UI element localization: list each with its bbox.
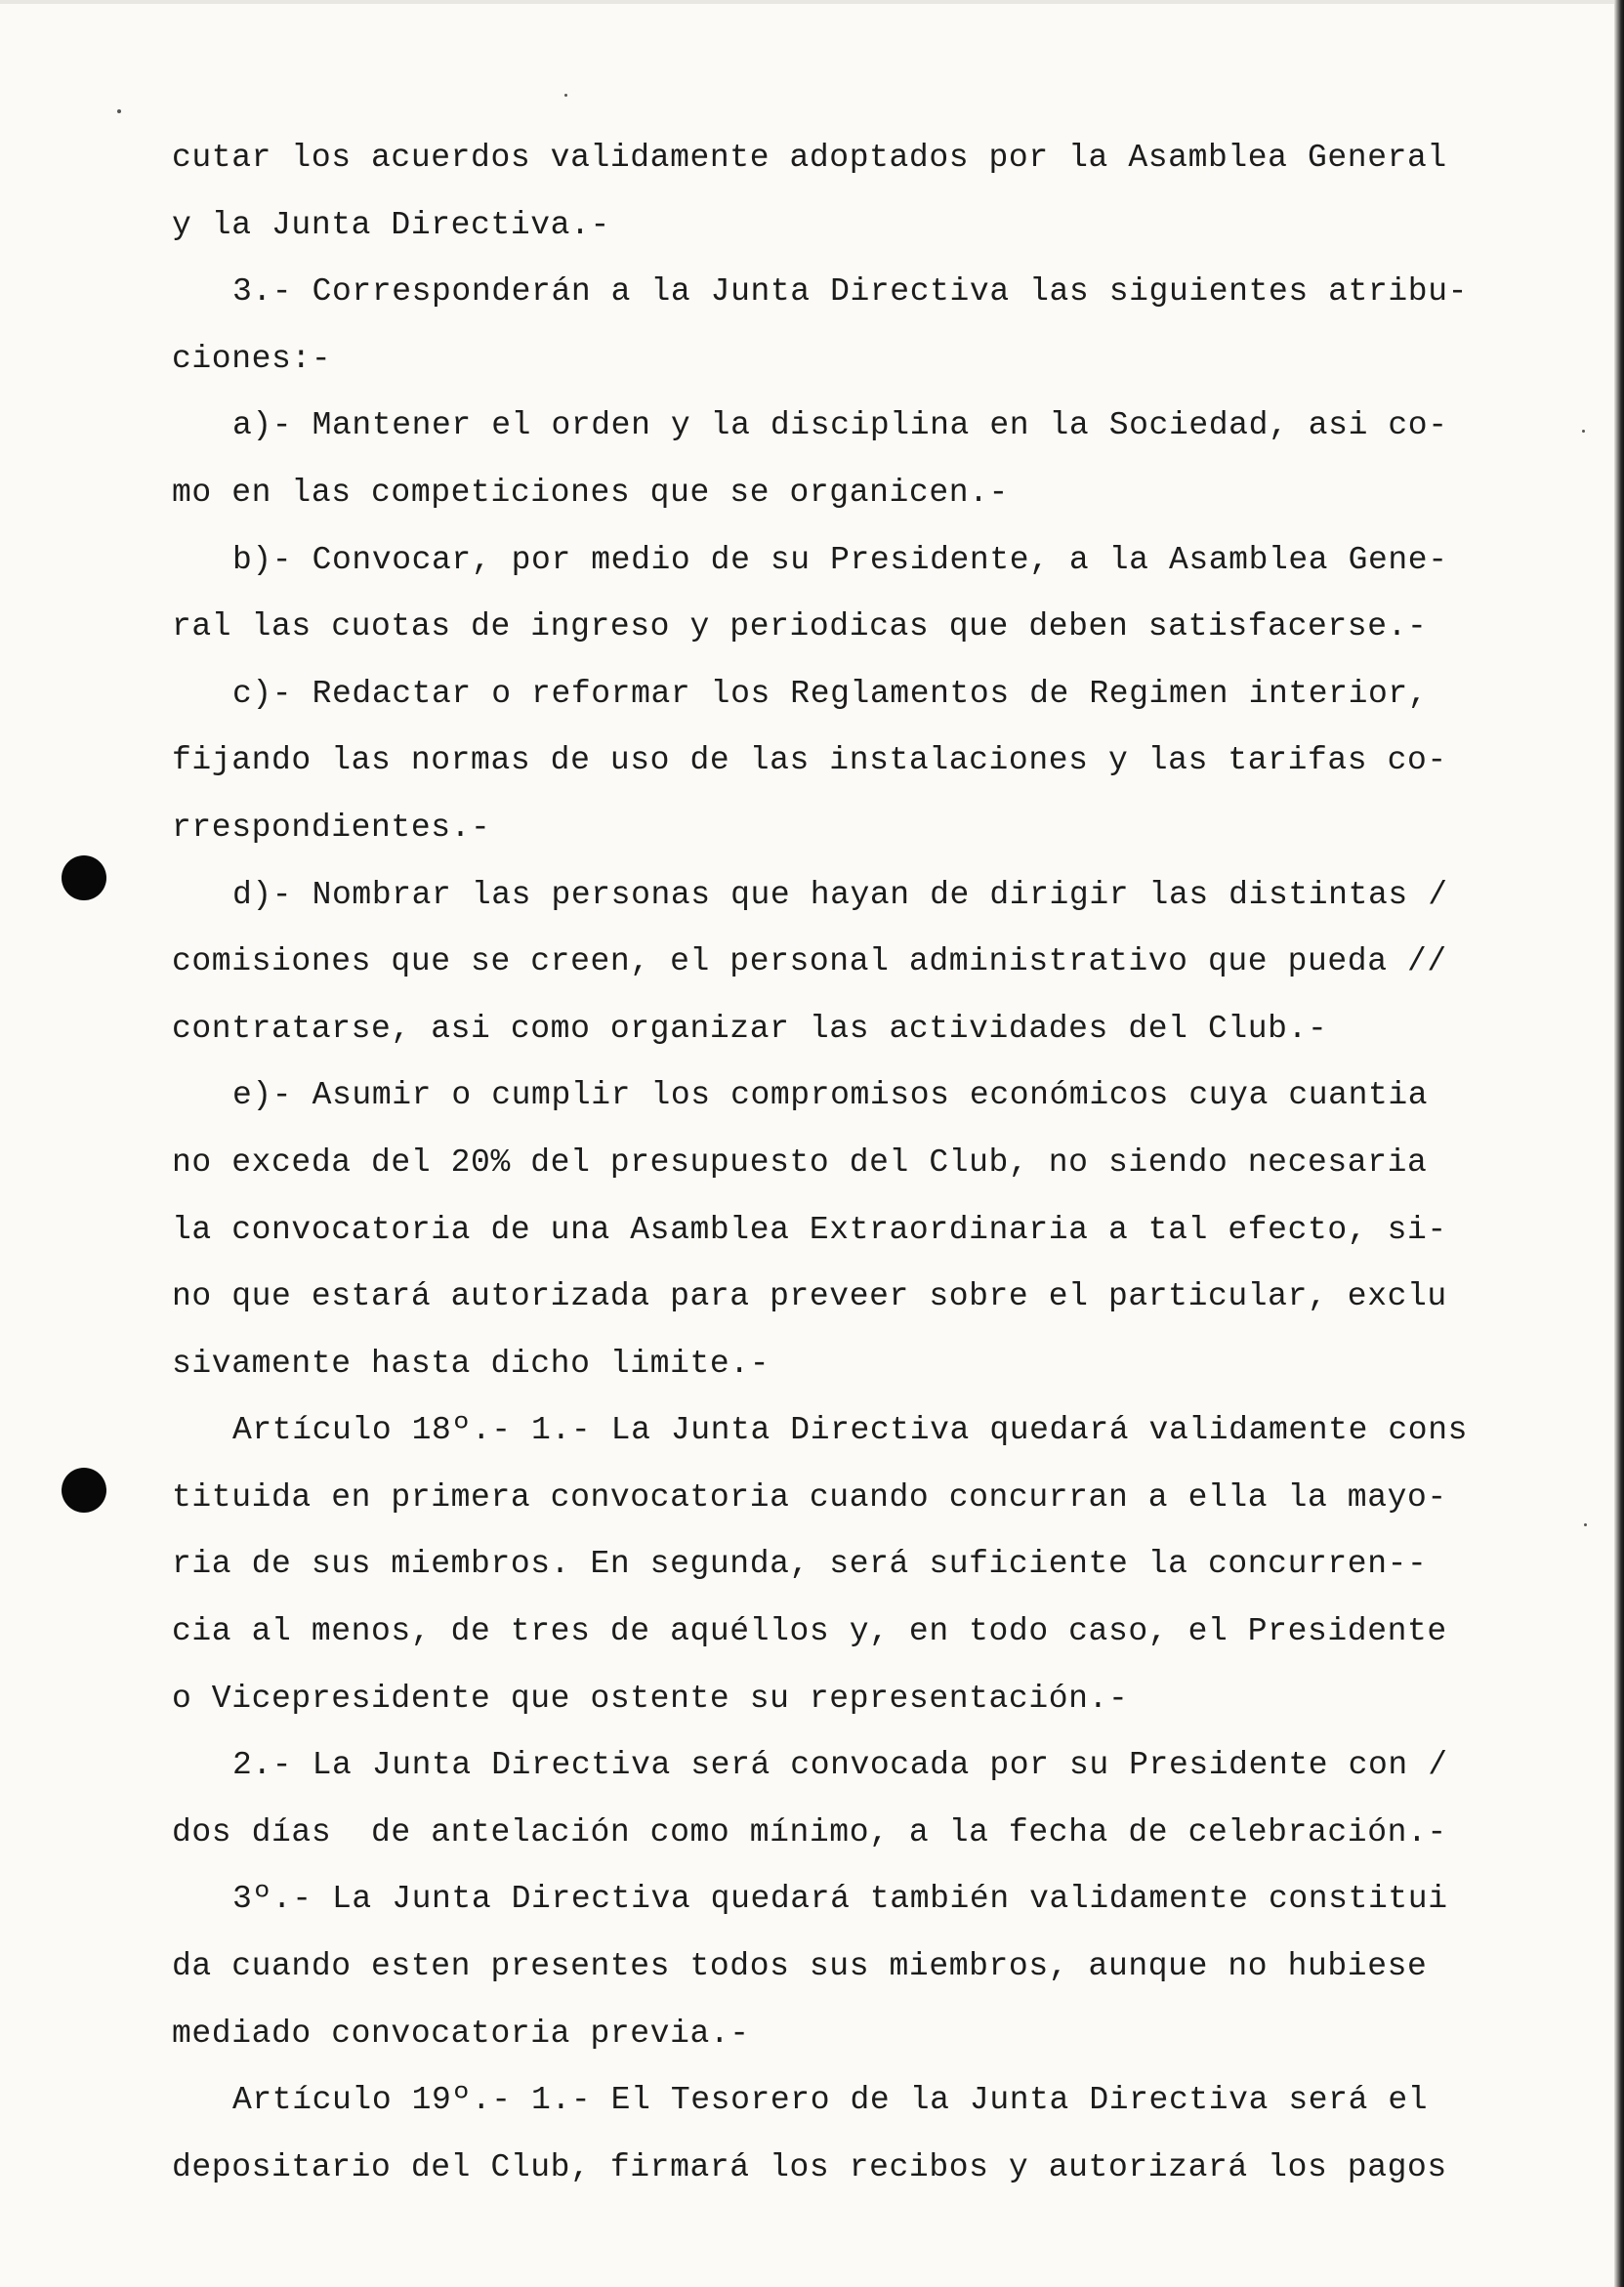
text-line: cia al menos, de tres de aquéllos y, en todo caso, el Presidente xyxy=(172,1613,1447,1650)
text-line: mediado convocatoria previa.- xyxy=(172,2015,750,2052)
text-line: e)- Asumir o cumplir los compromisos económicos cuya cuantia xyxy=(232,1077,1429,1114)
text-line: sivamente hasta dicho limite.- xyxy=(172,1345,770,1382)
text-line: a)- Mantener el orden y la disciplina en la Sociedad, asi co- xyxy=(232,407,1448,444)
text-line: ciones:- xyxy=(172,340,332,377)
text-line: da cuando esten presentes todos sus miembros, aunque no hubiese xyxy=(172,1948,1428,1985)
text-line: 3.- Corresponderán a la Junta Directiva las siguientes atribu- xyxy=(232,273,1468,311)
scan-speck xyxy=(1582,430,1585,433)
text-line: no exceda del 20% del presupuesto del Club, no siendo necesaria xyxy=(172,1144,1428,1181)
text-line: ral las cuotas de ingreso y periodicas que deben satisfacerse.- xyxy=(172,608,1428,645)
text-line: ria de sus miembros. En segunda, será suficiente la concurren-- xyxy=(172,1546,1428,1583)
text-line: depositario del Club, firmará los recibos y autorizará los pagos xyxy=(172,2148,1447,2185)
text-line: 3º.- La Junta Directiva quedará también validamente constitui xyxy=(232,1881,1448,1918)
text-line: la convocatoria de una Asamblea Extraordinaria a tal efecto, si- xyxy=(172,1211,1447,1248)
scan-speck xyxy=(1584,1523,1587,1526)
scan-speck xyxy=(564,94,567,97)
text-line: 2.- La Junta Directiva será convocada por su Presidente con / xyxy=(232,1747,1448,1784)
text-line: contratarse, asi como organizar las actividades del Club.- xyxy=(172,1010,1328,1047)
text-line: d)- Nombrar las personas que hayan de dirigir las distintas / xyxy=(232,876,1448,913)
text-line: comisiones que se creen, el personal administrativo que pueda // xyxy=(172,943,1447,980)
scan-speck xyxy=(117,109,121,113)
text-line: o Vicepresidente que ostente su representación.- xyxy=(172,1680,1129,1717)
typewritten-text-body xyxy=(172,125,1520,2201)
text-line: mo en las competiciones que se organicen.- xyxy=(172,474,1009,511)
text-line: y la Junta Directiva.- xyxy=(172,206,610,243)
text-line: Artículo 18º.- 1.- La Junta Directiva quedará validamente cons xyxy=(232,1412,1468,1449)
text-line: b)- Convocar, por medio de su Presidente, a la Asamblea Gene- xyxy=(232,541,1448,578)
text-line: cutar los acuerdos validamente adoptados por la Asamblea General xyxy=(172,140,1447,176)
text-line: rrespondientes.- xyxy=(172,809,491,846)
text-line: Artículo 19º.- 1.- El Tesorero de la Junta Directiva será el xyxy=(232,2082,1429,2119)
text-line: c)- Redactar o reformar los Reglamentos de Regimen interior, xyxy=(232,675,1429,712)
punch-hole-bottom xyxy=(62,1468,106,1513)
page-top-edge xyxy=(0,0,1624,4)
text-line: dos días de antelación como mínimo, a la fecha de celebración.- xyxy=(172,1813,1447,1850)
punch-hole-top xyxy=(62,855,106,900)
text-line: tituida en primera convocatoria cuando concurran a ella la mayo- xyxy=(172,1478,1447,1516)
text-line: no que estará autorizada para preveer sobre el particular, exclu xyxy=(172,1278,1447,1315)
page-right-edge-shadow xyxy=(1614,0,1624,2287)
text-line: fijando las normas de uso de las instalaciones y las tarifas co- xyxy=(172,742,1447,779)
